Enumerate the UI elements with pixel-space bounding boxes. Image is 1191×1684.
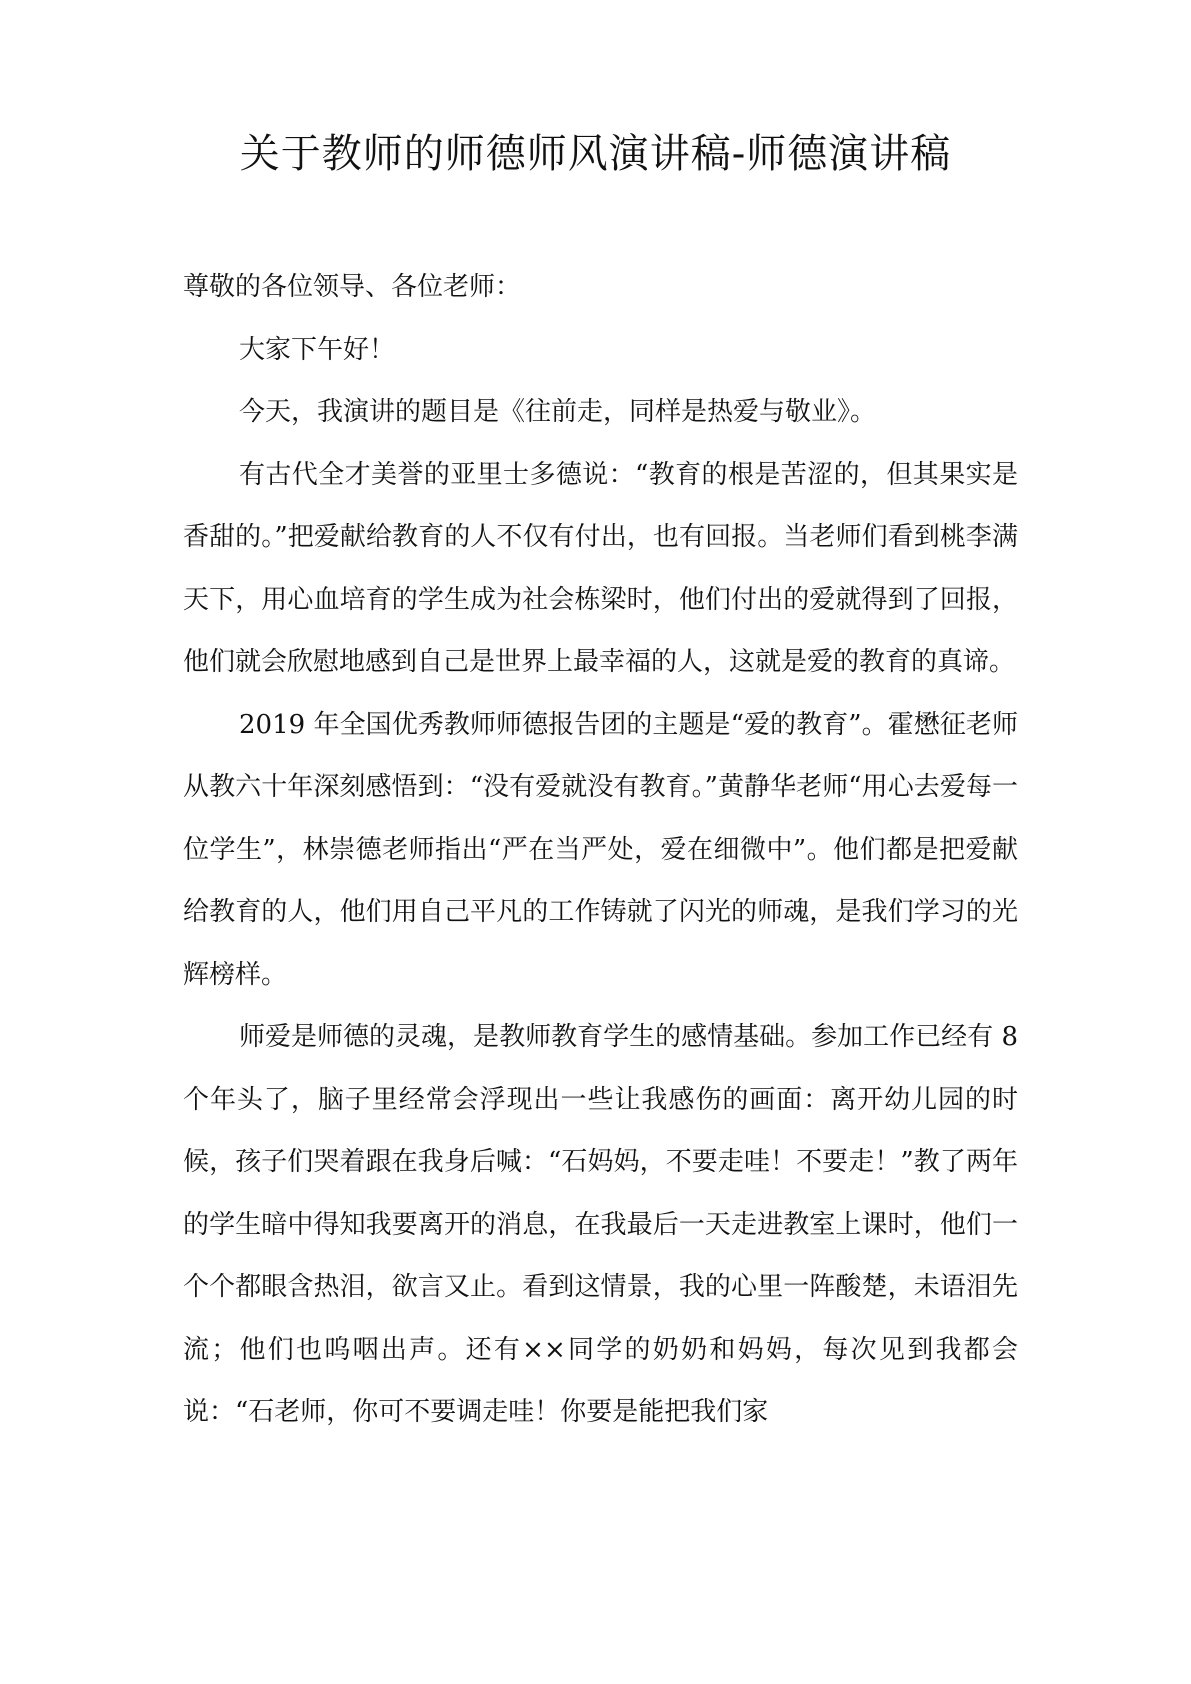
paragraph-teacher-love: 师爱是师德的灵魂，是教师教育学生的感情基础。参加工作已经有 8 个年头了，脑子里经常会浮现出一些让我感伤的画面：离开幼儿园的时候，孩子们哭着跟在我身后喊：“石妈妈，不要走哇！不要走！”教了两年的学生暗中得知我要离开的消息，在我最后一天走进教室上课时，他们一个个都眼含热泪，欲言又止。看到这情景，我的心里一阵酸楚，未语泪先流；他们也呜咽出声。还有××同学的奶奶和妈妈，每次见到我都会说：“石老师，你可不要调走哇！你要是能把我们家: [183, 1022, 1018, 1427]
paragraph-greeting: 大家下午好！: [239, 334, 396, 365]
document-body: [183, 256, 1018, 1444]
paragraph-2019-report: 2019 年全国优秀教师师德报告团的主题是“爱的教育”。霍懋征老师从教六十年深刻感悟到：“没有爱就没有教育。”黄静华老师“用心去爱每一位学生”，林崇德老师指出“严在当严处，爱在细微中”。他们都是把爱献给教育的人，他们用自己平凡的工作铸就了闪光的师魂，是我们学习的光辉榜样。: [183, 709, 1018, 990]
salutation: 尊敬的各位领导、各位老师：: [183, 272, 522, 302]
paragraph-aristotle: 有古代全才美誉的亚里士多德说：“教育的根是苦涩的，但其果实是香甜的。”把爱献给教育的人不仅有付出，也有回报。当老师们看到桃李满天下，用心血培育的学生成为社会栋梁时，他们付出的爱就得到了回报，他们就会欣慰地感到自己是世界上最幸福的人，这就是爱的教育的真谛。: [183, 459, 1018, 677]
paragraph-topic: 今天，我演讲的题目是《往前走，同样是热爱与敬业》。: [239, 397, 877, 427]
document-title: 关于教师的师德师风演讲稿-师德演讲稿: [239, 131, 952, 177]
